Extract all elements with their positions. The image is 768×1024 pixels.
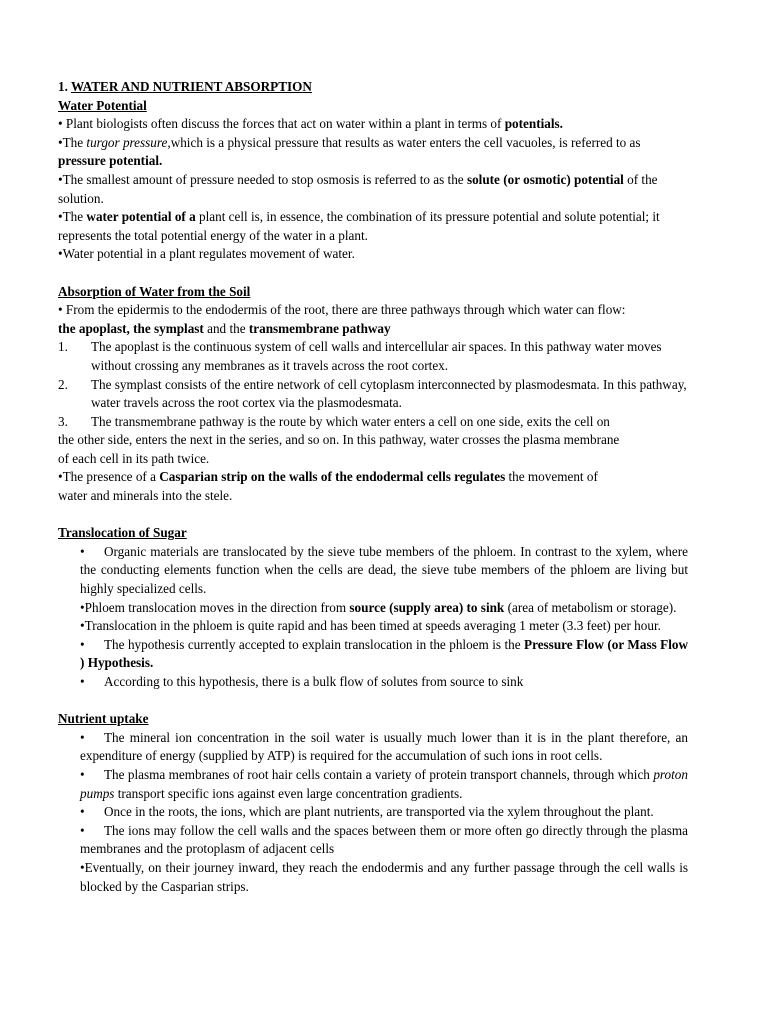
item-text: The symplast consists of the entire network of cell cytoplasm interconnected by plasmodesmata. In this pathway, water travels across the root cortex via the plasmodesmata.: [91, 376, 687, 411]
text-run: Organic materials are translocated by the sieve tube members of the phloem. In contrast to the xylem, where the conducting elements function when the cells are dead, the sieve tube members of the phloem are living but highly specialized cells.: [80, 543, 688, 597]
bold-text: potentials.: [504, 116, 563, 132]
paragraph: the other side, enters the next in the series, and so on. In this pathway, water crosses the plasma membrane: [58, 432, 620, 448]
title-text: WATER AND NUTRIENT ABSORPTION: [70, 79, 312, 94]
text-run: transport specific ions against even large concentration gradients.: [114, 785, 463, 801]
bold-text: pressure potential.: [58, 153, 163, 169]
section-heading: Absorption of Water from the Soil: [58, 283, 251, 299]
bullet-paragraph: [58, 729, 688, 766]
text-run: of the solution.: [58, 171, 658, 206]
text-run: The ions may follow the cell walls and the spaces between them or more often go directly through the plasma membranes and the protoplasm of adjacent cells: [80, 822, 688, 857]
bold-text: the apoplast, the symplast: [58, 320, 204, 336]
paragraph: • From the epidermis to the endodermis of the root, there are three pathways through which water can flow:: [58, 302, 626, 318]
bullet-paragraph: [58, 803, 688, 822]
paragraph: •Translocation in the phloem is quite rapid and has been timed at speeds averaging 1 meter (3.3 feet) per hour.: [80, 618, 661, 634]
paragraph: [58, 208, 688, 245]
text-run: •The presence of a: [58, 469, 160, 485]
italic-text: proton pumps: [80, 766, 688, 801]
section-water-potential: [58, 97, 688, 264]
text-run: The plasma membranes of root hair cells contain a variety of protein transport channels, through which: [104, 766, 654, 782]
bullet-glyph: •: [80, 766, 85, 782]
paragraph: [58, 320, 688, 339]
text-run: The mineral ion concentration in the soil water is usually much lower than it is in the plant therefore, an expenditure of energy (supplied by ATP) is required for the accumulation of such ions in root cells.: [80, 729, 688, 764]
text-run: •The smallest amount of pressure needed to stop osmosis is referred to as the: [58, 171, 467, 187]
paragraph: of each cell in its path twice.: [58, 450, 210, 466]
text-run: The hypothesis currently accepted to explain translocation in the phloem is the: [104, 636, 525, 652]
bold-text: Casparian strip on the walls of the endodermal cells regulates: [159, 469, 506, 485]
bold-text: solute (or osmotic) potential: [466, 171, 624, 187]
text-run: •The: [58, 134, 87, 150]
bullet-glyph: •: [80, 674, 85, 689]
text-run: and the: [203, 320, 249, 336]
item-number: 2.: [58, 376, 68, 392]
bullet-glyph: •: [80, 636, 85, 652]
document-title: [58, 78, 688, 97]
section-absorption-of-water: [58, 283, 688, 506]
italic-text: turgor pressure,: [86, 134, 171, 150]
bullet-paragraph: [58, 766, 688, 803]
spacer: [58, 692, 688, 711]
item-number: 1.: [58, 339, 68, 355]
item-text: The transmembrane pathway is the route by which water enters a cell on one side, exits the cell on: [91, 413, 610, 429]
bullet-paragraph: [58, 636, 688, 673]
paragraph: [58, 171, 688, 208]
item-number: 3.: [58, 413, 68, 429]
spacer: [58, 506, 688, 525]
title-number: 1.: [58, 79, 71, 94]
numbered-item: [58, 376, 688, 413]
text-run: •The: [58, 209, 87, 225]
paragraph: [58, 115, 688, 134]
item-text: The apoplast is the continuous system of cell walls and intercellular air spaces. In this pathway water moves without crossing any membranes as it travels across the root cortex.: [91, 339, 662, 373]
bullet-glyph: •: [80, 822, 85, 838]
bold-text: transmembrane pathway: [248, 320, 391, 336]
bold-text: source (supply area) to sink: [349, 599, 505, 615]
paragraph: [58, 468, 688, 487]
text-run: which is a physical pressure that results as water enters the cell vacuoles, is referred to as: [170, 134, 641, 150]
numbered-item: [58, 413, 688, 432]
bullet-paragraph: [58, 543, 688, 599]
section-heading: Nutrient uptake: [58, 711, 149, 727]
bullet-glyph: •: [80, 543, 85, 559]
paragraph: •Eventually, on their journey inward, they reach the endodermis and any further passage through the cell walls is blocked by the Casparian strips.: [80, 859, 688, 894]
text-run: •Phloem translocation moves in the direction from: [80, 599, 350, 615]
text-run: the movement of: [505, 469, 598, 485]
paragraph: [58, 134, 688, 171]
bold-text: water potential of a: [86, 209, 196, 225]
bullet-paragraph: [58, 673, 688, 692]
paragraph: [58, 599, 688, 618]
text-run: (area of metabolism or storage).: [504, 599, 677, 615]
text-run: According to this hypothesis, there is a bulk flow of solutes from source to sink: [104, 674, 524, 689]
bullet-glyph: •: [80, 804, 85, 820]
bullet-glyph: •: [80, 729, 85, 745]
bullet-paragraph: [58, 822, 688, 859]
spacer: [58, 264, 688, 283]
numbered-item: [58, 338, 688, 375]
section-heading: Translocation of Sugar: [58, 525, 187, 541]
section-translocation-of-sugar: [58, 524, 688, 691]
paragraph: water and minerals into the stele.: [58, 488, 233, 504]
paragraph: •Water potential in a plant regulates movement of water.: [58, 246, 355, 262]
bold-text: Pressure Flow (or Mass Flow ) Hypothesis.: [80, 636, 688, 671]
text-run: plant cell is, in essence, the combination of its pressure potential and solute potential; it represents the total potential energy of the water in a plant.: [58, 209, 660, 243]
section-nutrient-uptake: [58, 710, 688, 896]
text-run: • Plant biologists often discuss the forces that act on water within a plant in terms of: [58, 116, 505, 132]
section-heading: Water Potential: [58, 97, 147, 113]
text-run: Once in the roots, the ions, which are plant nutrients, are transported via the xylem throughout the plant.: [104, 804, 654, 820]
